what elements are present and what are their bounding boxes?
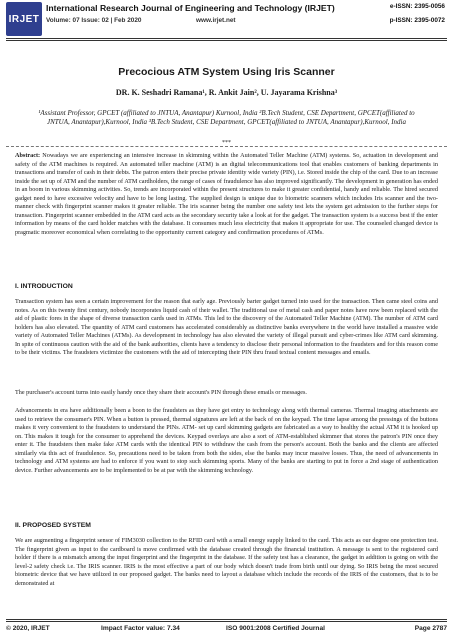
- intro-paragraph-1: Transaction system has seen a certain improvement for the reason that early age. Previously barter gadget turned into used for the transaction. Then came steel coins and notes. As on this twenty first century, nobody incorporates liquid cash of their wallet. The traditional use of metal cash and paper notes have now been replaced with the aid of plastic fores in the shape of diverse transaction cards used in ATMs. This led to the discovery of the Automated Teller Machine (ATM). The number of ATM card holders has also elevated. The quantity of ATM card customers has accelerated considerably as distinctive banks everywhere in the world have installed a massive wide variety of Automated Teller Machines (ATMs). As development in technology has also elevated the variety of illegal pursuit and cyber-crimes like ATM card skimming. In spite of continuous caution with the aid of the bank authorities, clients have a tendency to disclose their personal information to the fraudsters and for this reason come to be their victims. The fraudsters victimize the customers with the aid of intercepting their PIN thru fraud textual content messages and emails.: [15, 298, 438, 357]
- website-link[interactable]: www.irjet.net: [196, 17, 236, 24]
- footer-copyright: © 2020, IRJET: [6, 625, 50, 632]
- separator-rule: [6, 146, 447, 147]
- author-affiliations: ¹Assistant Professor, GPCET (affiliated to JNTUA, Anantapur) Kurnool, India ²B.Tech Student, CSE Department, GPCET(affiliated to JNTUA, Anantapur),Kurnool, India ³B.Tech Student, CSE Department, GPCET(affiliated to JNTUA, Anantapur),Kurnool, India: [38, 109, 415, 127]
- paper-title: Precocious ATM System Using Iris Scanner: [118, 66, 335, 78]
- abstract-label: Abstract:: [15, 152, 41, 159]
- footer-impact-factor: Impact Factor value: 7.34: [101, 625, 180, 632]
- abstract: [15, 152, 438, 237]
- footer-page-number: Page 2787: [414, 625, 447, 632]
- journal-header: [0, 0, 453, 40]
- journal-name: International Research Journal of Engineering and Technology (IRJET): [46, 3, 335, 13]
- irjet-logo: IRJET: [6, 2, 42, 36]
- page-footer: [6, 623, 447, 637]
- abstract-text: Nowadays we are experiencing an intensive increase in skimming within the Automated Teller Machine (ATM) systems. So, actuation in development and safety of the ATM machines is required. An automated teller machine (ATM) is an digital telecommunications tool that enables customers of banking departments in transactions and transfer of cash in their debts. The patron enters their precise private identity wide variety (PIN), i.e. Stored inside the chip of the card. Due to an increase inside the set up of ATM and the number of ATM cardholders, the range of cases of fraudulence has also improved significantly. The development in generation has ended in an boom in various skimming activities. So, trends are incorporated within the present structures to make it greater confidential, handy and reliable. The hired secured gadget need to have excessive velocity and have to be long lasting. The supplied design is unique due to biometric scanners which includes Iris scanner and the two-manner check with fingerprint scanner makes it greater reliable. The iris scanner being the number one safety test lets the system get admission to the further steps for transaction. Fingerprint scanner embedded in the ATM card acts as the secondary security take a look at for the gadget. The transaction system is a success best if the enter information by means of the card holder matches with the database. It consumes much less electricity that makes it appropriate for use. The counseled changed device is pragmatic moreover economical when correlating to the opportunity current category and confirmation procedures of ATMs.: [15, 152, 438, 236]
- paper-authors: DR. K. Seshadri Ramana¹, R. Ankit Jain², U. Jayarama Krishna³: [115, 88, 338, 97]
- intro-paragraph-2: The purchaser's account turns into easily handy once they share their account's PIN through these emails or messages.: [15, 389, 307, 396]
- eissn: e-ISSN: 2395-0056: [389, 3, 445, 10]
- header-rule: [6, 38, 447, 41]
- footer-iso: ISO 9001:2008 Certified Journal: [226, 625, 325, 632]
- section-heading-introduction: I. INTRODUCTION: [15, 283, 73, 290]
- footer-rule: [6, 619, 447, 622]
- proposed-paragraph-1: We are augmenting a fingerprint sensor of FIM3030 collection to the RFID card with a small energy supply linked to the card. This acts as our degree one protection test. The fingerprint given as input to the cardboard is move confirmed with the database created through the financial institution. A message is sent to the registered card holder if there is a mismatch among the input fingerprint and the fingerprint in the database. If the safety test has a clearance, the gadget in addition is going on with the level-2 safety check i.e. The IRIS scanner. IRIS is the most effective a part of our body which doesn't trade from birth until our dying. So IRIS being the most secured biometric device that we have utilized in our proposed gadget. The banks need to layout a database which include the records of the IRIS of the customers, that is to be demonstrated at: [15, 537, 438, 587]
- pissn: p-ISSN: 2395-0072: [389, 17, 445, 24]
- separator-stars: ***: [222, 140, 231, 146]
- volume-issue: Volume: 07 Issue: 02 | Feb 2020: [46, 17, 142, 24]
- intro-paragraph-3: Advancements in era have additionally been a boon to the fraudsters as they have get entry to technology along with thermal cameras. Thermal imaging attachments are used to retrieve the consumer's PIN. When a button is pressed, thermal signatures are left at the back of on the keypad. The time lapse among the pressings of the buttons makes it very convenient to the fraudsters to understand the PINs. ATM- set up card skimming gadgets are fabricated as a way to healthy the actual ATM it is hooked up on. This makes it tough for the consumer to apprehend the devices. Keypad overlays are also a sort of ATM-established skimmer that stores the patron's PIN once they enter it. The fraudsters then make fake ATM cards with the identical PIN to withdraw the cash from the person's account. Both the banks and the clients are affected similarly via this act of fraudulence. So, precautions need to be taken from both the sides, else the banks may incur massive losses. Thus, the need of advancements in technology and ATM systems are had to enforce if you want to stop such skimming sports. Many of the banks are starting to put in force a 2nd stage of authentication device. Further advancements are to be implemented to be at par with the skimming technology.: [15, 407, 438, 474]
- section-heading-proposed-system: II. PROPOSED SYSTEM: [15, 522, 91, 529]
